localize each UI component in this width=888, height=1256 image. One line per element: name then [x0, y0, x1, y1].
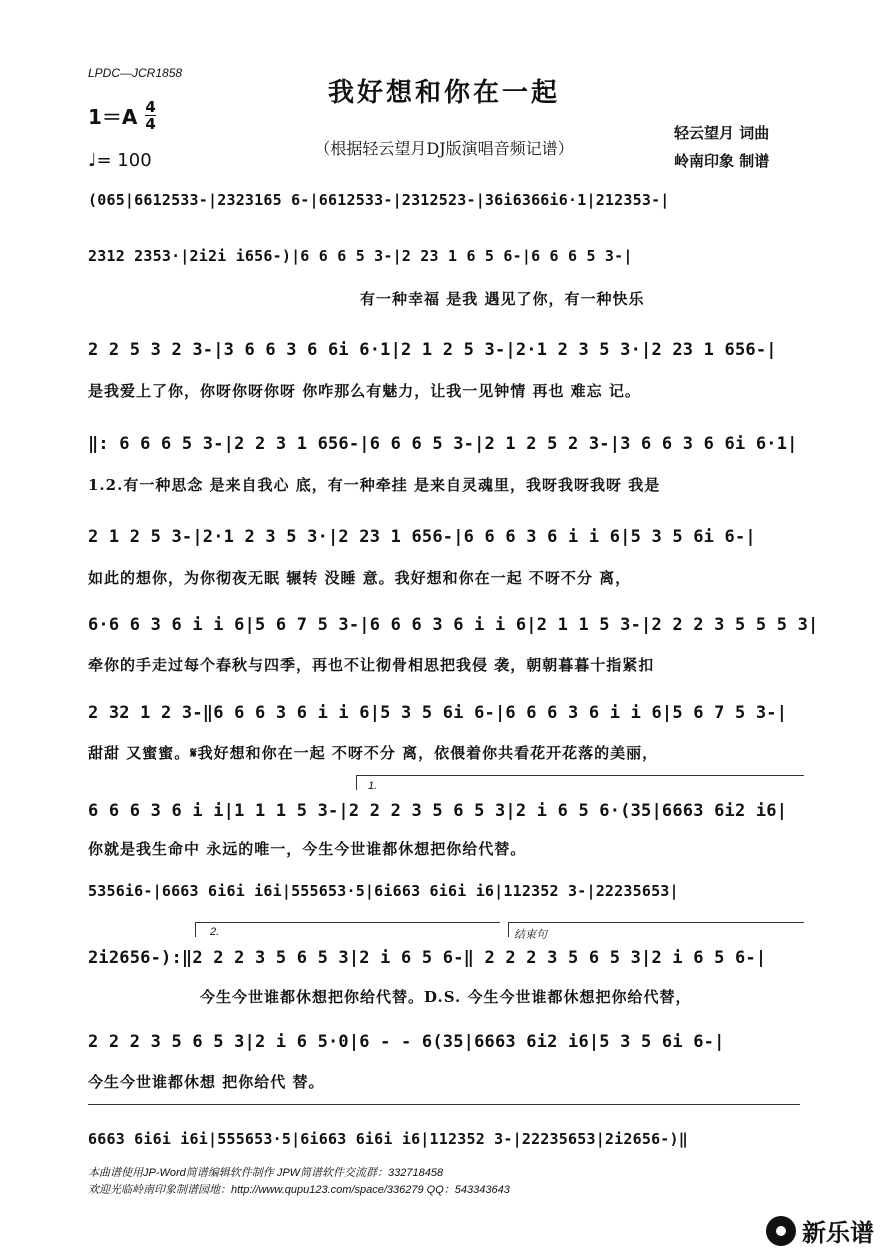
notation-line-7: 2 32 1 2 3-‖6 6 6 3 6 i i 6|5 3 5 6i 6-|6 6 6 3 6 i i 6|5 6 7 5 3-| [88, 703, 788, 723]
volta-label-2: 2. [210, 926, 220, 938]
lyric-line-5: 如此的想你，为你彻夜无眠 辗转 没睡 意。我好想和你在一起 不呀不分 离， [88, 569, 632, 587]
notation-line-9: 5356i6-|6663 6i6i i6i|555653·5|6i663 6i6i i6|112352 3-|22235653| [88, 882, 679, 900]
song-subtitle: （根据轻云望月DJ版演唱音频记谱） [314, 139, 574, 158]
lyric-line-4: 1.2.有一种思念 是来自我心 底，有一种牵挂 是来自灵魂里，我呀我呀我呀 我是 [88, 476, 661, 494]
site-logo-text: 新乐谱 [802, 1219, 874, 1247]
notation-line-3: 2 2 5 3 2 3-|3 6 6 3 6 6i 6·1|2 1 2 5 3-|2·1 2 3 5 3·|2 23 1 656-| [88, 340, 777, 360]
song-title: 我好想和你在一起 [327, 78, 560, 108]
time-signature-top: 4 [145, 98, 156, 116]
notation-line-12: 6663 6i6i i6i|555653·5|6i663 6i6i i6|112352 3-|22235653|2i2656-)‖ [88, 1130, 688, 1148]
credit-notation: 岭南印象 制谱 [674, 152, 770, 170]
notation-line-11: 2 2 2 3 5 6 5 3|2 i 6 5·0|6 - - 6(35|6663 6i2 i6|5 3 5 6i 6-| [88, 1032, 725, 1052]
notation-line-2: 2312 2353·|2i2i i656-)|6 6 6 5 3-|2 23 1 6 5 6-|6 6 6 5 3-| [88, 247, 633, 265]
notation-line-10: 2i2656-):‖2 2 2 3 5 6 5 3|2 i 6 5 6-‖ 2 2 2 3 5 6 5 3|2 i 6 5 6-| [88, 948, 767, 968]
lyric-line-11: 今生今世谁都休想 把你给代 替。 [88, 1073, 325, 1091]
lyric-line-6: 牵你的手走过每个春秋与四季，再也不让彻骨相思把我侵 袭，朝朝暮暮十指紧扣 [88, 656, 655, 674]
lyric-line-7: 甜甜 又蜜蜜。𝄋我好想和你在一起 不呀不分 离，依偎着你共看花开花落的美丽， [88, 744, 659, 762]
volta-bracket-1 [356, 775, 804, 776]
lyric-line-10: 今生今世谁都休想把你给代替。D.S. 今生今世谁都休想把你给代替， [200, 988, 692, 1006]
final-system-line [88, 1104, 800, 1105]
music-disc-icon [766, 1216, 796, 1246]
notation-line-8: 6 6 6 3 6 i i|1 1 1 5 3-|2 2 2 3 5 6 5 3|2 i 6 5 6·(35|6663 6i2 i6| [88, 801, 788, 821]
footer-software-note: 本曲谱使用JP-Word简谱编辑软件制作 JPW简谱软件交流群：332718458 [88, 1167, 444, 1179]
tempo-marking: ♩= 100 [88, 150, 152, 171]
notation-line-4: ‖: 6 6 6 5 3-|2 2 3 1 656-|6 6 6 5 3-|2 1 2 5 2 3-|3 6 6 3 6 6i 6·1| [88, 434, 798, 454]
volta-label-1: 1. [368, 780, 378, 792]
key-signature [88, 100, 156, 131]
notation-line-1: (065|6612533-|2323165 6-|6612533-|2312523-|36i6366i6·1|212353-| [88, 191, 670, 209]
notation-line-6: 6·6 6 3 6 i i 6|5 6 7 5 3-|6 6 6 3 6 i i 6|2 1 1 5 3-|2 2 2 3 5 5 5 3| [88, 615, 819, 635]
site-logo [766, 1213, 874, 1248]
credit-lyrics-music: 轻云望月 词曲 [674, 124, 770, 142]
ending-label: 结束句 [514, 929, 547, 941]
volta-bracket-2 [195, 922, 500, 923]
notation-line-5: 2 1 2 5 3-|2·1 2 3 5 3·|2 23 1 656-|6 6 6 3 6 i i 6|5 3 5 6i 6-| [88, 527, 756, 547]
key-label: 1＝A [88, 105, 138, 129]
score-code: LPDC—JCR1858 [88, 66, 183, 80]
lyric-line-2: 有一种幸福 是我 遇见了你，有一种快乐 [360, 290, 645, 308]
lyric-line-8: 你就是我生命中 永远的唯一，今生今世谁都休想把你给代替。 [88, 840, 527, 858]
lyric-line-3: 是我爱上了你，你呀你呀你呀 你咋那么有魅力，让我一见钟情 再也 难忘 记。 [88, 382, 641, 400]
ending-bracket [508, 922, 804, 923]
footer-website-note: 欢迎光临岭南印象制谱园地：http://www.qupu123.com/space/336279 QQ：543343643 [88, 1184, 510, 1196]
time-signature [145, 100, 155, 131]
time-signature-bottom: 4 [145, 115, 156, 133]
